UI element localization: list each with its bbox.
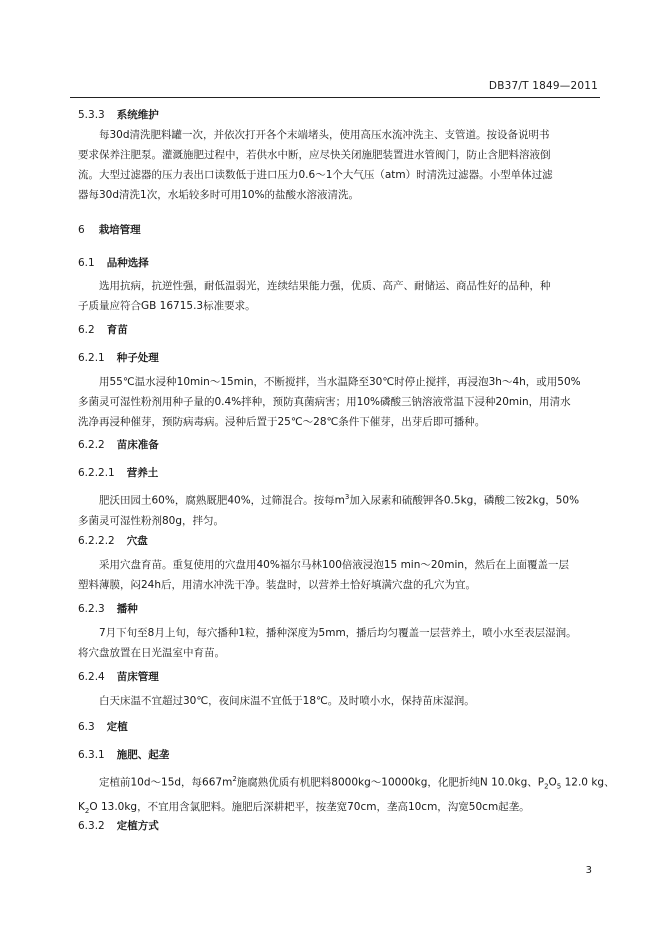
section-number: 6.1 xyxy=(78,257,95,269)
heading-6-2-2-1 xyxy=(78,465,158,480)
text-line: 多菌灵可湿性粉剂80g，拌匀。 xyxy=(78,514,225,527)
section-title: 栽培管理 xyxy=(98,224,141,236)
heading-6-3-1 xyxy=(78,747,169,762)
text-line: 要求保养注肥泵。灌溉施肥过程中，若供水中断，应尽快关闭施肥装置进水管阀门，防止含肥料溶液倒 xyxy=(78,149,551,161)
section-title: 育苗 xyxy=(106,324,128,336)
section-number: 6.2.1 xyxy=(78,352,105,364)
section-title: 穴盘 xyxy=(126,535,148,547)
subscript: 2 xyxy=(84,806,90,815)
heading-6-2-2 xyxy=(78,437,159,452)
section-number: 6.2.2.1 xyxy=(78,467,115,479)
text-line: 用55℃温水浸种10min～15min，不断搅拌，当水温降至30℃时停止搅拌，再浸泡3h～4h，或用50% xyxy=(99,376,581,388)
text-line: 塑料薄膜，闷24h后，用清水冲洗干净。装盘时，以营养土恰好填满穴盘的孔穴为宜。 xyxy=(78,579,477,591)
section-number: 5.3.3 xyxy=(78,109,105,121)
text-run: 施腐熟优质有机肥料8000kg～10000kg，化肥折纯N 10.0kg、P xyxy=(236,776,545,789)
section-number: 6.2.3 xyxy=(78,603,105,615)
heading-6-2-3 xyxy=(78,601,138,616)
text-line: 子质量应符合GB 16715.3标准要求。 xyxy=(78,300,256,312)
heading-6-3-2 xyxy=(78,818,159,833)
paragraph-6-3-1 xyxy=(78,769,615,821)
subscript: 2 xyxy=(544,782,549,791)
section-number: 6 xyxy=(78,224,85,236)
section-title: 播种 xyxy=(116,603,138,615)
text-run: O xyxy=(548,776,557,789)
heading-6-2-4 xyxy=(78,669,159,684)
text-line: 器每30d清洗1次，水垢较多时可用10%的盐酸水溶液清洗。 xyxy=(78,189,360,201)
text-line: 洗净再浸种催芽，预防病毒病。浸种后置于25℃～28℃条件下催芽，出芽后即可播种。 xyxy=(78,416,486,428)
paragraph-6-2-2-1 xyxy=(78,487,598,531)
superscript: 2 xyxy=(232,775,237,783)
heading-6-1 xyxy=(78,255,149,270)
header-rule xyxy=(70,97,600,98)
paragraph-6-2-3 xyxy=(78,623,598,663)
page-number: 3 xyxy=(585,865,592,876)
text-line xyxy=(78,487,598,511)
section-number: 6.3.2 xyxy=(78,820,105,832)
section-title: 定植 xyxy=(106,721,128,733)
section-title: 苗床准备 xyxy=(116,439,159,451)
text-line: 选用抗病，抗逆性强，耐低温弱光，连续结果能力强，优质、高产、耐储运、商品性好的品种，种 xyxy=(99,280,551,292)
heading-6-3 xyxy=(78,719,128,734)
superscript: 3 xyxy=(344,493,350,501)
paragraph-6-2-1 xyxy=(78,372,598,432)
text-line: 每30d清洗肥料罐一次，并依次打开各个末端堵头，使用高压水流冲洗主、支管道。按设备说明书 xyxy=(99,129,550,141)
section-title: 营养土 xyxy=(126,467,159,479)
section-title: 苗床管理 xyxy=(116,671,159,683)
section-number: 6.2.2.2 xyxy=(78,535,115,547)
text-line xyxy=(78,769,615,797)
text-run: 加入尿素和硫酸钾各0.5kg，磷酸二铵2kg，50% xyxy=(349,494,580,507)
text-run: 肥沃田园土60%，腐熟厩肥40%，过筛混合。按每m xyxy=(99,494,345,507)
section-number: 6.3.1 xyxy=(78,749,105,761)
subscript: 5 xyxy=(556,782,562,791)
text-run: 12.0 kg、 xyxy=(561,776,615,789)
paragraph-6-1 xyxy=(78,276,598,316)
section-number: 6.2.4 xyxy=(78,671,105,683)
section-number: 6.2 xyxy=(78,324,95,336)
section-title: 定植方式 xyxy=(116,820,159,832)
text-run: O 13.0kg，不宜用含氯肥料。施肥后深耕耙平，按垄宽70cm，垄高10cm，沟宽50cm起垄。 xyxy=(89,800,530,813)
paragraph-6-2-2-2 xyxy=(78,555,598,595)
section-title: 系统维护 xyxy=(116,109,159,121)
header-standard-code: DB37/T 1849—2011 xyxy=(488,80,598,92)
text-line: 7月下旬至8月上旬，每穴播种1粒，播种深度为5mm，播后均匀覆盖一层营养土，喷小水至表层湿润。 xyxy=(99,627,577,639)
section-title: 种子处理 xyxy=(116,352,159,364)
text-line: 多菌灵可湿性粉剂用种子量的0.4%拌种，预防真菌病害；用10%磷酸三钠溶液常温下浸种20min，用清水 xyxy=(78,396,571,408)
section-title: 品种选择 xyxy=(106,257,149,269)
section-number: 6.3 xyxy=(78,721,95,733)
section-number: 6.2.2 xyxy=(78,439,105,451)
heading-5-3-3 xyxy=(78,107,159,122)
text-line: 白天床温不宜超过30℃，夜间床温不宜低于18℃。及时喷小水，保持苗床湿润。 xyxy=(99,695,475,707)
text-run: K xyxy=(78,800,85,813)
text-line: 流。大型过滤器的压力表出口读数低于进口压力0.6～1个大气压（atm）时清洗过滤器。小型单体过滤 xyxy=(78,169,553,181)
paragraph-6-2-4 xyxy=(78,691,598,711)
heading-6-2-1 xyxy=(78,350,159,365)
text-run: 定植前10d～15d，每667m xyxy=(99,776,233,789)
heading-6-2-2-2 xyxy=(78,533,148,548)
heading-6 xyxy=(78,222,141,237)
text-line: 将穴盘放置在日光温室中育苗。 xyxy=(78,647,225,659)
text-line: 采用穴盘育苗。重复使用的穴盘用40%福尔马林100倍液浸泡15 min～20min，然后在上面覆盖一层 xyxy=(99,559,570,571)
section-title: 施肥、起垄 xyxy=(116,749,170,761)
heading-6-2 xyxy=(78,322,128,337)
paragraph-5-3-3 xyxy=(78,125,598,205)
